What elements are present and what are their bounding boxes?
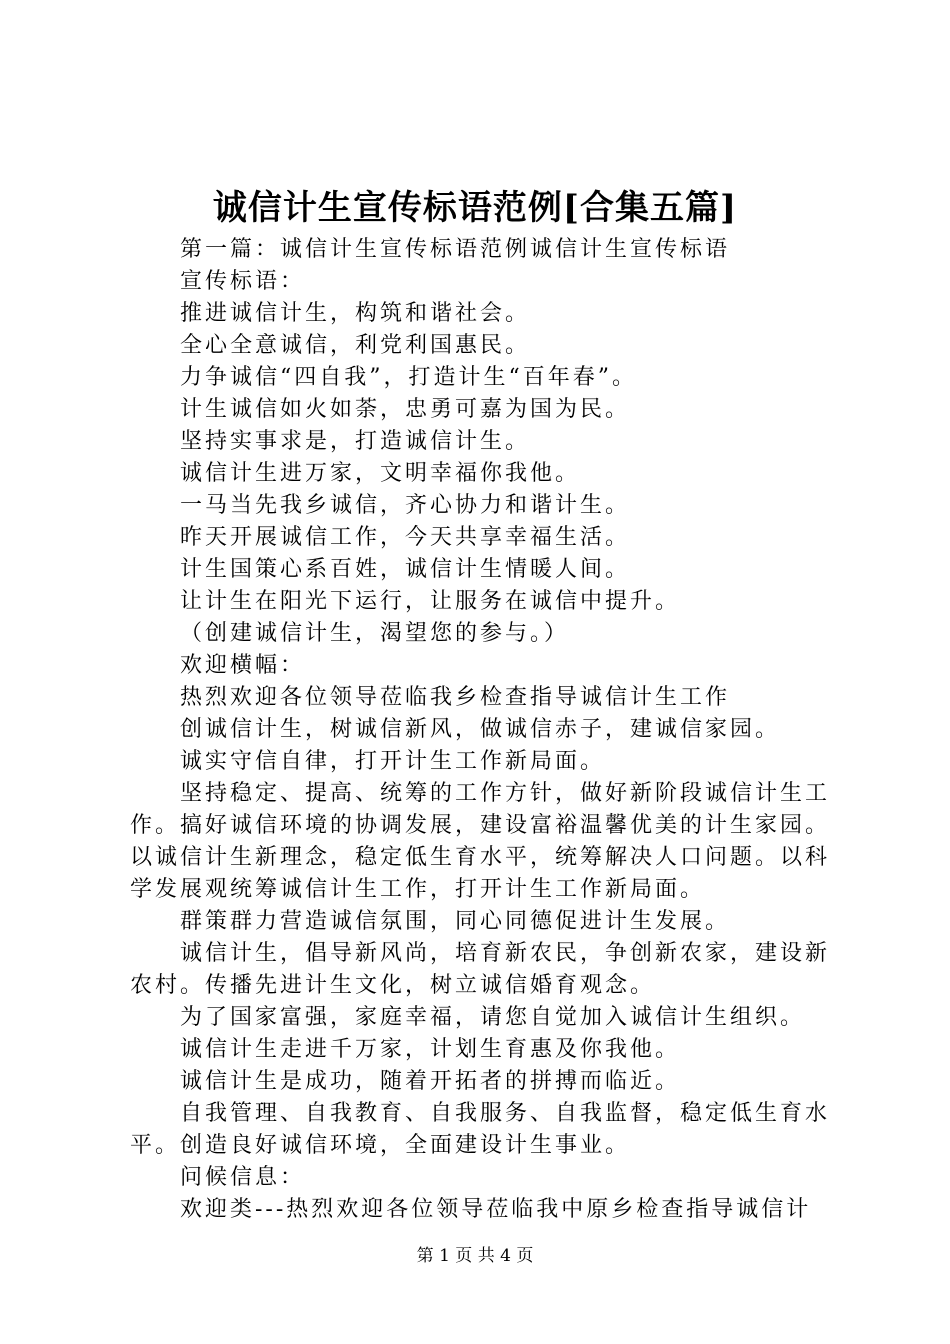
paragraph: 一马当先我乡诚信，齐心协力和谐计生。 [180, 493, 631, 518]
paragraph: 群策群力营造诚信氛围，同心同德促进计生发展。 [180, 909, 731, 934]
paragraph: （创建诚信计生，渴望您的参与。） [180, 621, 570, 646]
paragraph: 诚信计生，倡导新风尚，培育新农民，争创新农家，建设新农村。传播先进计生文化，树立诚信婚育观念。 [130, 941, 831, 998]
paragraph: 热烈欢迎各位领导莅临我乡检查指导诚信计生工作 [180, 685, 731, 710]
paragraph: 第一篇：诚信计生宣传标语范例诚信计生宣传标语 [180, 237, 731, 262]
paragraph: 坚持稳定、提高、统筹的工作方针，做好新阶段诚信计生工作。搞好诚信环境的协调发展，建设富裕温馨优美的计生家园。以诚信计生新理念，稳定低生育水平，统筹解决人口问题。以科学发展观统筹诚信计生工作，打开计生工作新局面。 [130, 781, 831, 902]
page-number-label: 第 1 页 共 4 页 [416, 1246, 534, 1266]
paragraph: 创诚信计生，树诚信新风，做诚信赤子，建诚信家园。 [180, 717, 781, 742]
paragraph: 诚信计生是成功，随着开拓者的拼搏而临近。 [180, 1069, 681, 1094]
paragraph: 坚持实事求是，打造诚信计生。 [180, 429, 531, 454]
paragraph: 力争诚信“四自我”，打造计生“百年春”。 [180, 365, 637, 390]
paragraph: 诚信计生走进千万家，计划生育惠及你我他。 [180, 1037, 681, 1062]
paragraph: 推进诚信计生，构筑和谐社会。 [180, 301, 531, 326]
paragraph: 计生国策心系百姓，诚信计生情暖人间。 [180, 557, 631, 582]
document-title: 诚信计生宣传标语范例[合集五篇] [212, 188, 738, 228]
paragraph: 宣传标语： [180, 269, 306, 294]
paragraph: 欢迎横幅： [180, 653, 306, 678]
paragraph: 欢迎类---热烈欢迎各位领导莅临我中原乡检查指导诚信计 [180, 1197, 812, 1222]
paragraph: 诚实守信自律，打开计生工作新局面。 [180, 749, 606, 774]
paragraph: 让计生在阳光下运行，让服务在诚信中提升。 [180, 589, 681, 614]
paragraph: 问候信息： [180, 1165, 306, 1190]
paragraph: 昨天开展诚信工作，今天共享幸福生活。 [180, 525, 631, 550]
paragraph: 全心全意诚信，利党利国惠民。 [180, 333, 531, 358]
document-body [130, 234, 840, 1226]
paragraph: 为了国家富强，家庭幸福，请您自觉加入诚信计生组织。 [180, 1005, 806, 1030]
page-footer [0, 1244, 950, 1268]
paragraph: 自我管理、自我教育、自我服务、自我监督，稳定低生育水平。创造良好诚信环境，全面建设计生事业。 [130, 1101, 831, 1158]
paragraph: 诚信计生进万家，文明幸福你我他。 [180, 461, 581, 486]
paragraph: 计生诚信如火如荼，忠勇可嘉为国为民。 [180, 397, 631, 422]
